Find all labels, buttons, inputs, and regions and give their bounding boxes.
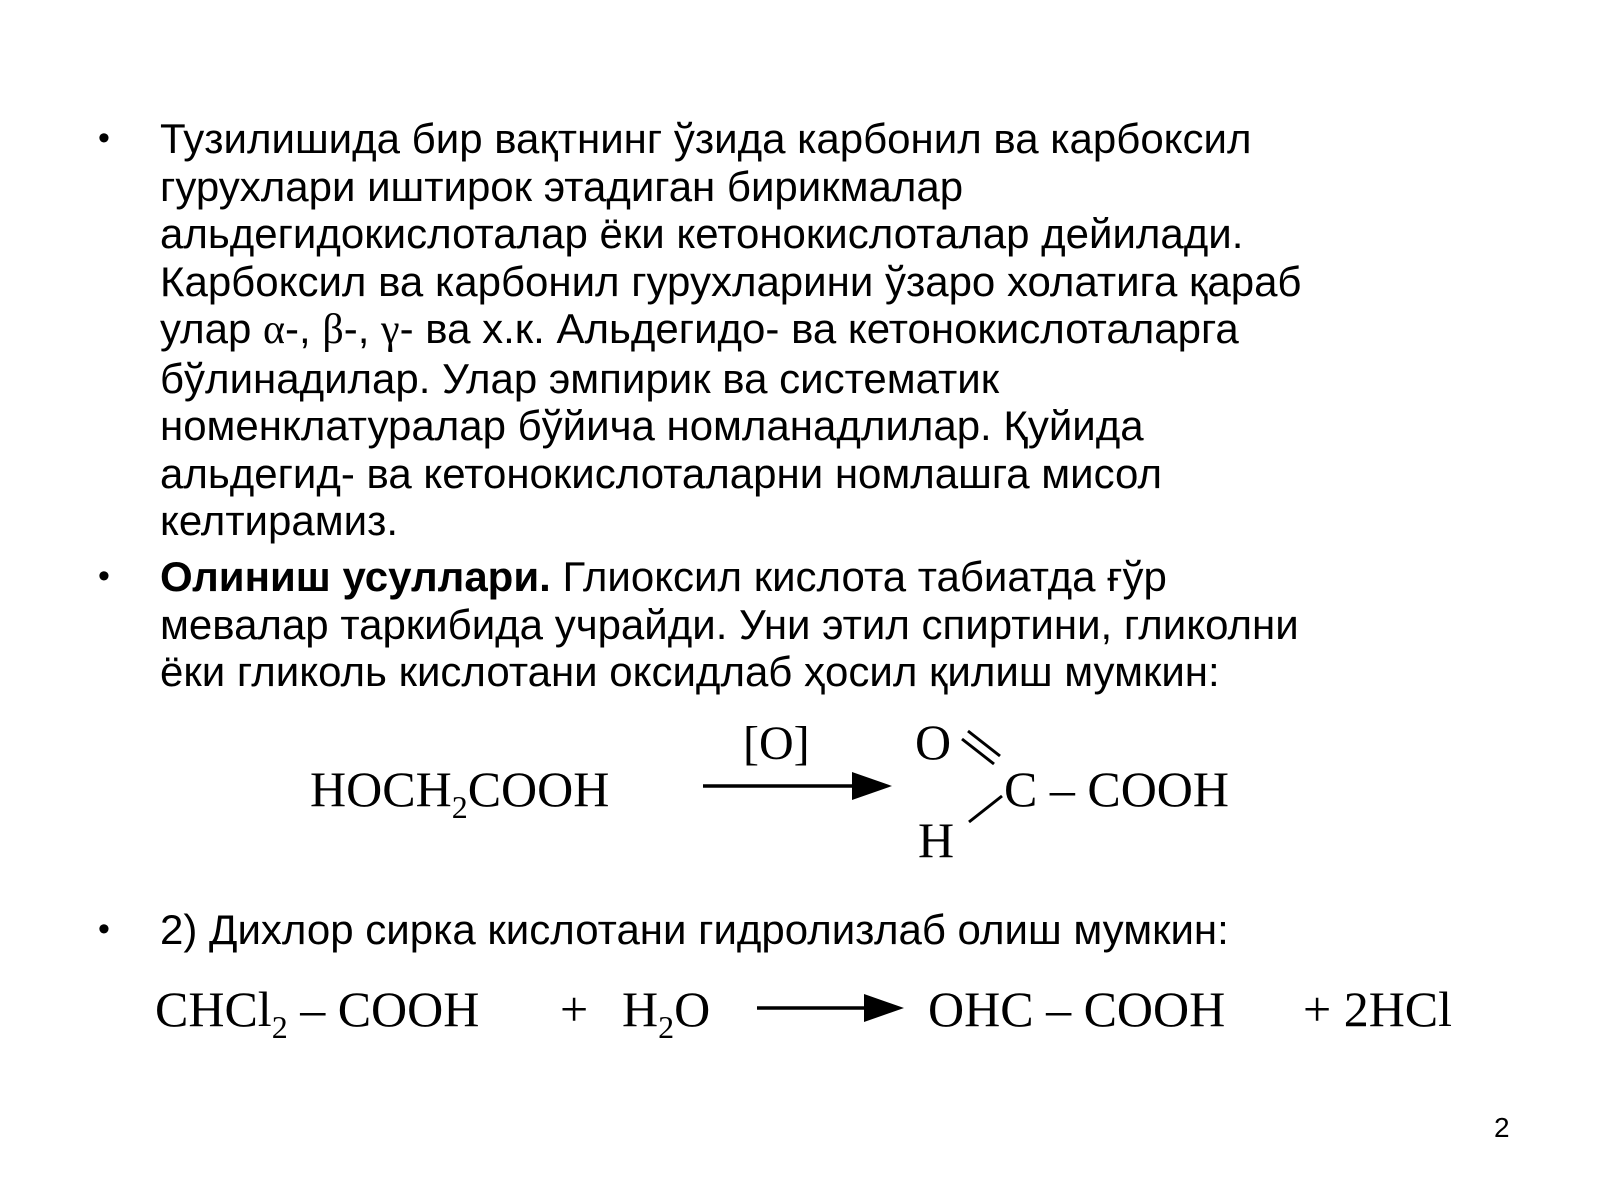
text-fragment: -,	[285, 305, 323, 352]
reaction-1-product-oxygen: O	[915, 714, 952, 770]
reaction-2-plus: +	[560, 981, 589, 1037]
gamma-symbol: γ	[381, 307, 400, 353]
reaction-2-product-2: + 2HCl	[1303, 981, 1453, 1037]
bullet-marker: •	[98, 910, 110, 948]
bullet-marker: •	[98, 119, 110, 157]
text-line: номенклатуралар бўйича номланадлилар. Қуйида	[160, 402, 1144, 449]
formula-part: COOH	[467, 761, 610, 817]
formula-part: O	[674, 981, 711, 1037]
text-fragment: Глиоксил кислота табиатда ғўр	[550, 553, 1167, 600]
text-line: келтирамиз.	[160, 497, 398, 544]
formula-part: – COOH	[287, 981, 480, 1037]
reaction-1-condition: [O]	[743, 717, 810, 770]
reaction-2-product-1: OHC – COOH	[928, 981, 1226, 1037]
text-line: гурухлари иштирок этадиган бирикмалар	[160, 162, 964, 210]
text-line: альдегидокислоталар ёки кетонокислоталар дейилади.	[160, 210, 1244, 257]
text-fragment: улар	[160, 305, 263, 352]
formula-part: HOCH	[310, 761, 452, 817]
text-fragment: -,	[343, 305, 382, 352]
text-line: 2) Дихлор сирка кислотани гидролизлаб олиш мумкин:	[160, 906, 1229, 953]
text-line: бўлинадилар. Улар эмпирик ва систематик	[160, 354, 1000, 402]
formula-part: CHCl	[155, 981, 272, 1037]
page-number: 2	[1494, 1112, 1510, 1143]
text-fragment: - ва х.к. Альдегидо- ва кетонокислоталарга	[399, 305, 1239, 352]
text-line: Тузилишида бир вақтнинг ўзида карбонил ва карбоксил	[160, 115, 1252, 162]
reaction-1-product-hydrogen: H	[918, 812, 955, 868]
text-line: мевалар таркибида учрайди. Уни этил спиртини, гликолни	[160, 600, 1299, 648]
formula-subscript: 2	[658, 1009, 675, 1045]
text-line: Карбоксил ва карбонил гурухларини ўзаро холатига қараб	[160, 257, 1302, 305]
reaction-1-product-rest: C – COOH	[1004, 761, 1230, 817]
formula-subscript: 2	[451, 789, 468, 825]
text-line: ёки гликоль кислотани оксидлаб ҳосил қилиш мумкин:	[160, 648, 1220, 695]
section-heading: Олиниш усуллари.	[160, 553, 551, 600]
formula-part: H	[622, 981, 659, 1037]
formula-subscript: 2	[271, 1009, 288, 1045]
beta-symbol: β	[322, 307, 344, 353]
bullet-marker: •	[98, 557, 110, 595]
alpha-symbol: α	[262, 307, 285, 353]
text-line: альдегид- ва кетонокислоталарни номлашга мисол	[160, 449, 1162, 497]
